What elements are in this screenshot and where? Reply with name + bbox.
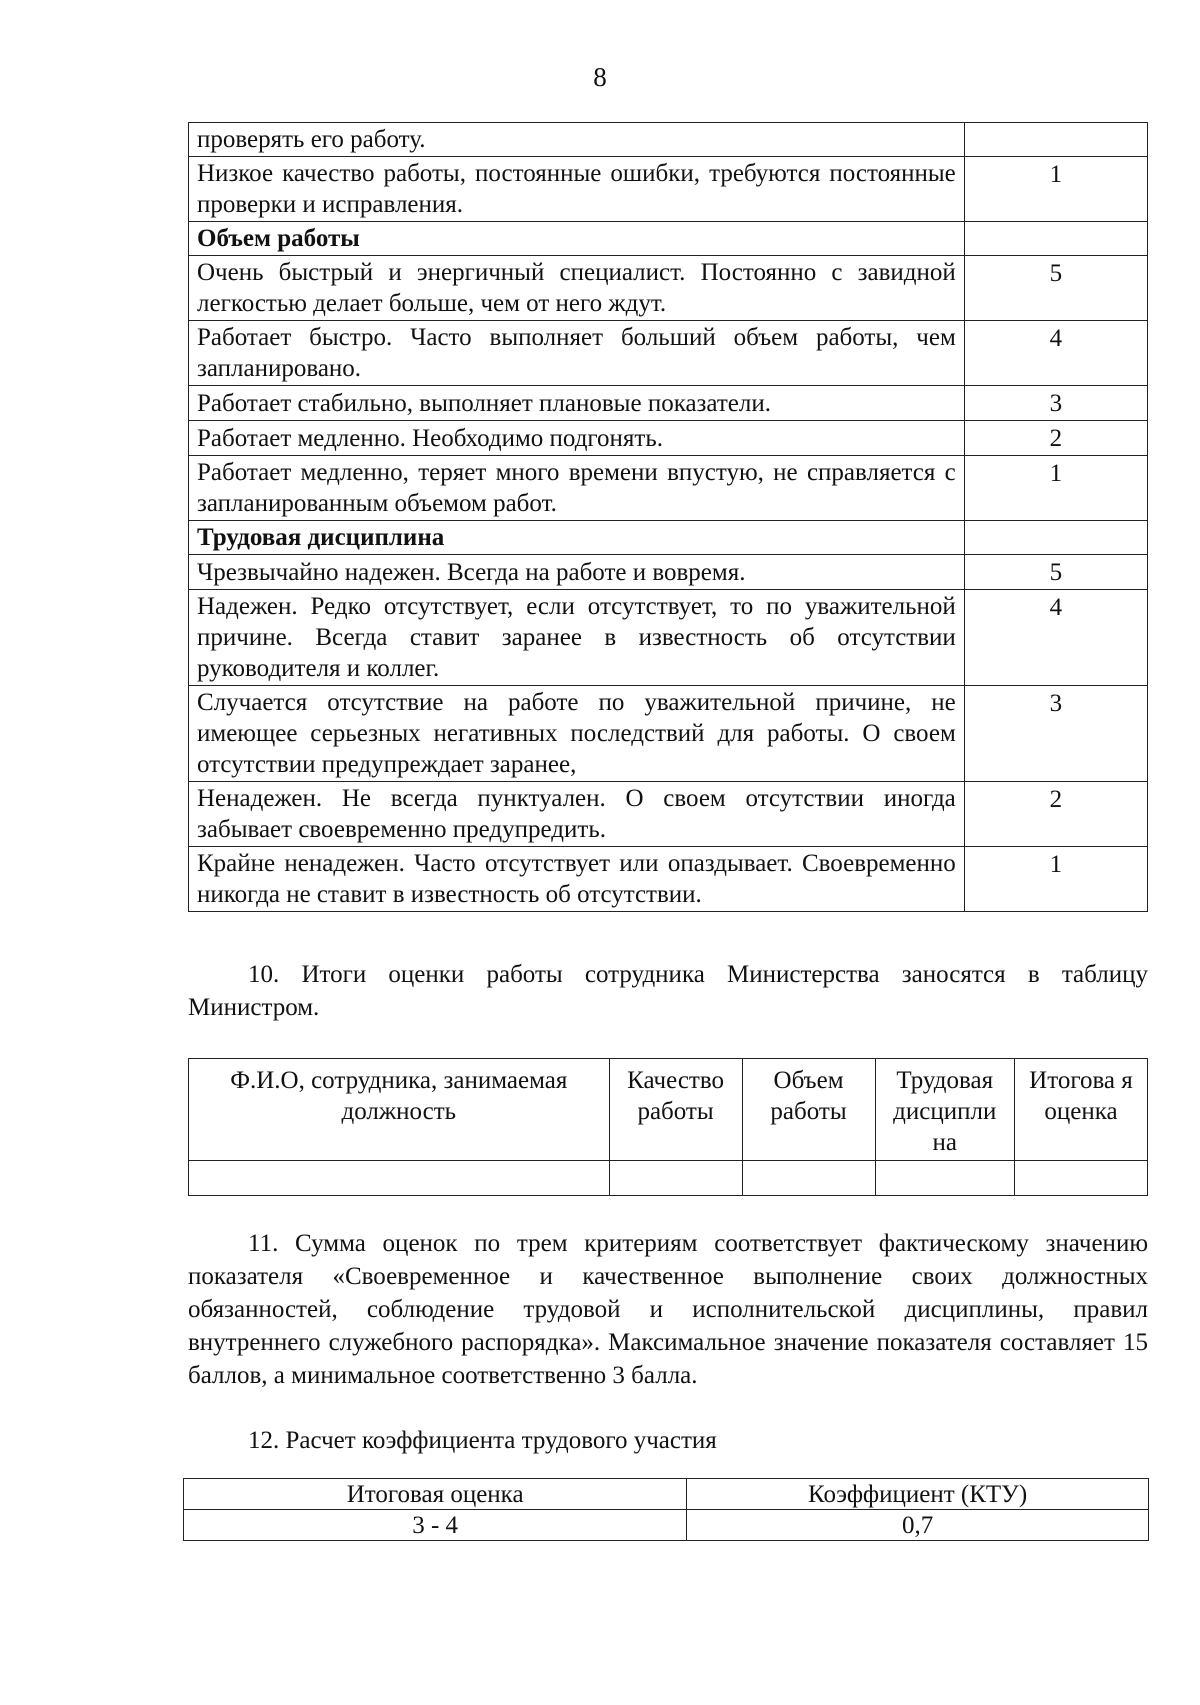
results-header-volume: Объем работы (742, 1059, 875, 1161)
paragraph-11 (188, 1227, 1148, 1392)
criteria-score: 4 (964, 321, 1147, 386)
criteria-score: 5 (964, 256, 1147, 321)
results-empty-row (189, 1161, 1148, 1196)
ktu-header-score: Итоговая оценка (184, 1479, 687, 1510)
paragraph-10 (188, 958, 1148, 1024)
criteria-table (188, 122, 1148, 912)
results-header-discipline: Трудовая дисципли на (875, 1059, 1014, 1161)
criteria-row (189, 590, 1148, 686)
results-header-name: Ф.И.О, сотрудника, занимаемая должность (189, 1059, 610, 1161)
criteria-row (189, 157, 1148, 222)
criteria-score: 3 (964, 386, 1147, 421)
criteria-row (189, 555, 1148, 590)
results-cell (1014, 1161, 1147, 1196)
results-header-quality: Качество работы (609, 1059, 742, 1161)
criteria-score (964, 521, 1147, 555)
criteria-row (189, 456, 1148, 521)
criteria-row (189, 123, 1148, 157)
criteria-section-row (189, 521, 1148, 555)
criteria-description: Надежен. Редко отсутствует, если отсутствует, то по уважительной причине. Всегда ставит заранее в известность об отсутствии руководителя и коллег. (189, 590, 965, 686)
criteria-row (189, 321, 1148, 386)
results-cell (189, 1161, 610, 1196)
paragraph-12 (188, 1424, 1148, 1457)
criteria-row (189, 686, 1148, 782)
criteria-score: 1 (964, 456, 1147, 521)
criteria-description: Чрезвычайно надежен. Всегда на работе и вовремя. (189, 555, 965, 590)
criteria-score: 3 (964, 686, 1147, 782)
criteria-description: Работает медленно. Необходимо подгонять. (189, 421, 965, 456)
criteria-description: Случается отсутствие на работе по уважительной причине, не имеющее серьезных негативных последствий для работы. О своем отсутствии предупреждает заранее, (189, 686, 965, 782)
ktu-cell-coefficient: 0,7 (687, 1510, 1149, 1541)
criteria-description: Ненадежен. Не всегда пунктуален. О своем отсутствии иногда забывает своевременно предупредить. (189, 782, 965, 847)
ktu-row (184, 1510, 1149, 1541)
criteria-description: Работает быстро. Часто выполняет больший объем работы, чем запланировано. (189, 321, 965, 386)
results-cell (875, 1161, 1014, 1196)
page-number: 8 (593, 62, 607, 92)
criteria-score (964, 222, 1147, 256)
criteria-score: 5 (964, 555, 1147, 590)
criteria-description: Крайне ненадежен. Часто отсутствует или опаздывает. Своевременно никогда не ставит в известность об отсутствии. (189, 847, 965, 912)
paragraph-12-text: 12. Расчет коэффициента трудового участия (248, 1427, 717, 1454)
criteria-description: Работает медленно, теряет много времени впустую, не справляется с запланированным объемом работ. (189, 456, 965, 521)
criteria-score: 1 (964, 847, 1147, 912)
criteria-row (189, 256, 1148, 321)
criteria-score: 4 (964, 590, 1147, 686)
paragraph-10-text: 10. Итоги оценки работы сотрудника Министерства заносятся в таблицу Министром. (188, 961, 1148, 1021)
criteria-section-title: Объем работы (189, 222, 965, 256)
results-header-total: Итогова я оценка (1014, 1059, 1147, 1161)
criteria-description: Очень быстрый и энергичный специалист. Постоянно с завидной легкостью делает больше, чем от него ждут. (189, 256, 965, 321)
criteria-score: 2 (964, 421, 1147, 456)
criteria-description: Низкое качество работы, постоянные ошибки, требуются постоянные проверки и исправления. (189, 157, 965, 222)
criteria-row (189, 421, 1148, 456)
results-cell (609, 1161, 742, 1196)
criteria-row (189, 782, 1148, 847)
criteria-section-title: Трудовая дисциплина (189, 521, 965, 555)
criteria-score: 1 (964, 157, 1147, 222)
criteria-row (189, 386, 1148, 421)
results-cell (742, 1161, 875, 1196)
criteria-description: проверять его работу. (189, 123, 965, 157)
ktu-cell-score: 3 - 4 (184, 1510, 687, 1541)
criteria-score (964, 123, 1147, 157)
criteria-description: Работает стабильно, выполняет плановые показатели. (189, 386, 965, 421)
criteria-section-row (189, 222, 1148, 256)
criteria-score: 2 (964, 782, 1147, 847)
paragraph-11-text: 11. Сумма оценок по трем критериям соответствует фактическому значению показателя «Своевременное и качественное выполнение своих должностных обязанностей, соблюдение трудовой и исполнительской дисциплины, правил внутреннего служебного распорядка». Максимальное значение показателя составляет 15 баллов, а минимальное соответственно 3 балла. (188, 1230, 1148, 1389)
criteria-row (189, 847, 1148, 912)
ktu-table (183, 1478, 1149, 1541)
ktu-header-coefficient: Коэффициент (КТУ) (687, 1479, 1149, 1510)
results-table (188, 1058, 1148, 1196)
